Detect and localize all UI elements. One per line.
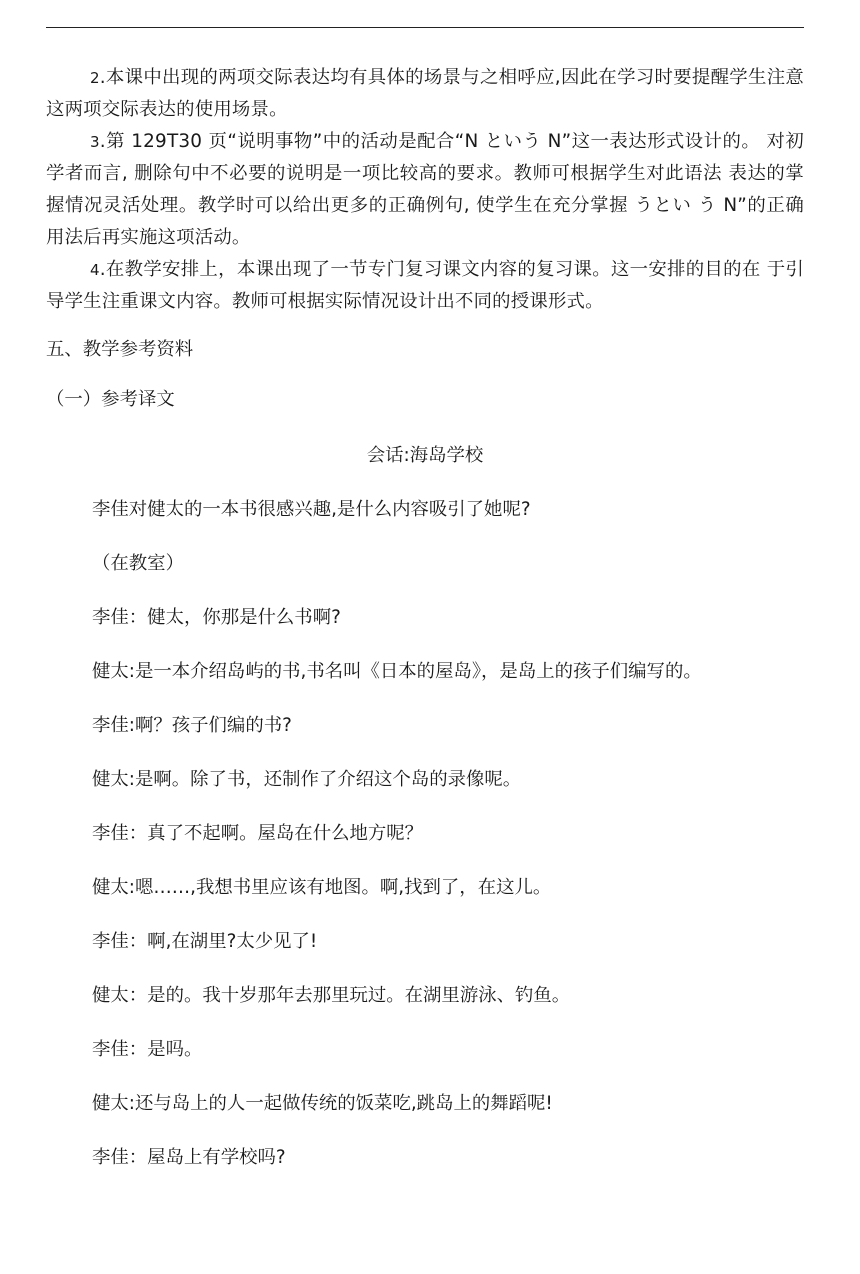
header-rule bbox=[46, 27, 804, 28]
dialogue-title: 会话:海岛学校 bbox=[366, 445, 484, 466]
dialogue-line: 李佳：啊,在湖里?太少见了! bbox=[92, 931, 318, 952]
dialogue-line: 李佳：真了不起啊。屋岛在什么地方呢？ bbox=[92, 823, 424, 844]
paragraph-text: .第 129T30 页“说明事物”中的活动是配合“N という N”这一表达形式设计的。 对初学者而言, 删除句中不必要的说明是一项比较高的要求。教师可根据学生对此语法 表达的掌握情况灵活处理。教学时可以给出更多的正确例句, 使学生在充分掌握 うとい う N”的正确用法后再实施这项活动。 bbox=[46, 131, 804, 248]
dialogue-line: 健太:是啊。除了书，还制作了介绍这个岛的录像呢。 bbox=[92, 769, 522, 790]
paragraph-number: 2 bbox=[90, 69, 100, 87]
dialogue-line: 李佳：是吗。 bbox=[92, 1039, 203, 1060]
paragraph-text: .本课中出现的两项交际表达均有具体的场景与之相呼应,因此在学习时要提醒学生注意这两项交际表达的使用场景。 bbox=[46, 67, 804, 120]
dialogue-line: 健太:是一本介绍岛屿的书,书名叫《日本的屋岛》，是岛上的孩子们编写的。 bbox=[92, 661, 702, 682]
paragraph-3 bbox=[46, 126, 804, 254]
dialogue-setting: （在教室） bbox=[92, 553, 184, 574]
paragraph-number: 3 bbox=[90, 133, 100, 151]
dialogue-line: 健太:还与岛上的人一起做传统的饭菜吃,跳岛上的舞蹈呢! bbox=[92, 1093, 553, 1114]
paragraph-number: 4 bbox=[90, 261, 100, 279]
dialogue-line: 李佳：屋岛上有学校吗? bbox=[92, 1147, 286, 1168]
dialogue-line: 健太：是的。我十岁那年去那里玩过。在湖里游泳、钓鱼。 bbox=[92, 985, 571, 1006]
dialogue-line: 李佳：健太，你那是什么书啊? bbox=[92, 607, 341, 628]
section-heading: 五、教学参考资料 bbox=[46, 339, 194, 360]
paragraph-4 bbox=[46, 254, 804, 318]
paragraph-2 bbox=[46, 62, 804, 126]
subsection-heading: （一）参考译文 bbox=[46, 389, 175, 410]
dialogue-line: 健太:嗯……,我想书里应该有地图。啊,找到了，在这儿。 bbox=[92, 877, 552, 898]
dialogue-line: 李佳:啊？孩子们编的书? bbox=[92, 715, 292, 736]
dialogue-intro: 李佳对健太的一本书很感兴趣,是什么内容吸引了她呢? bbox=[92, 499, 531, 520]
paragraph-text: .在教学安排上，本课出现了一节专门复习课文内容的复习课。这一安排的目的在 于引导学生注重课文内容。教师可根据实际情况设计出不同的授课形式。 bbox=[46, 259, 804, 312]
